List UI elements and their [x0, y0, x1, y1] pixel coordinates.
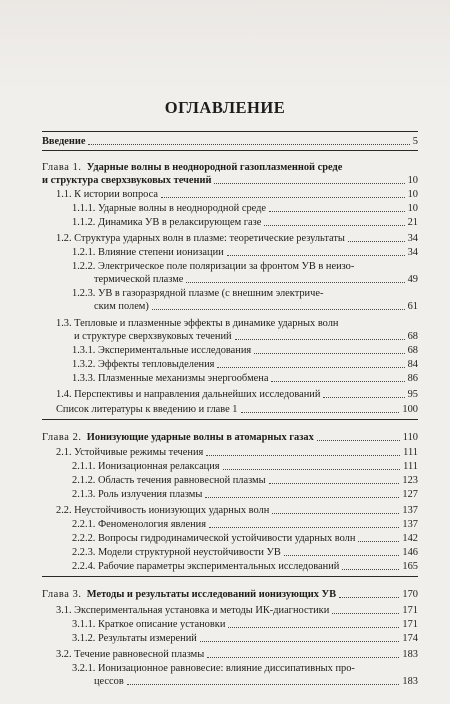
dot-leader: [214, 183, 404, 184]
dot-leader: [264, 225, 404, 226]
dot-leader: [348, 241, 405, 242]
dot-leader: [284, 555, 400, 556]
toc-entry-intro[interactable]: Введение 5: [42, 136, 418, 147]
toc-section-1-3-line2[interactable]: и структуре сверхзвуковых течений 68: [74, 331, 418, 342]
dot-leader: [200, 641, 400, 642]
dot-leader: [342, 569, 399, 570]
dot-leader: [323, 397, 404, 398]
dot-leader: [269, 211, 405, 212]
dot-leader: [161, 197, 405, 198]
dot-leader: [339, 597, 399, 598]
top-rule: [42, 131, 418, 132]
toc-section-2-1-3[interactable]: 2.1.3. Роль излучения плазмы 127: [72, 489, 418, 500]
page-title: ОГЛАВЛЕНИЕ: [164, 98, 286, 117]
toc-section-1-3-3[interactable]: 1.3.3. Плазменные механизмы энергообмена 86: [72, 373, 418, 384]
toc-section-1-3-2[interactable]: 1.3.2. Эффекты тепловыделения 84: [72, 359, 418, 370]
dot-leader: [206, 455, 400, 456]
toc-section-2-2-3[interactable]: 2.2.3. Модели структурной неустойчивости УВ 146: [72, 547, 418, 558]
toc-section-1-4[interactable]: 1.4. Перспективы и направления дальнейших исследований 95: [56, 389, 418, 400]
dot-leader: [207, 657, 399, 658]
dot-leader: [272, 513, 399, 514]
toc-section-1-3-1[interactable]: 1.3.1. Экспериментальные исследования 68: [72, 345, 418, 356]
toc-section-2-1[interactable]: 2.1. Устойчивые режимы течения 111: [56, 447, 418, 458]
toc-section-1-3-line1[interactable]: 1.3. Тепловые и плазменные эффекты в динамике ударных волн: [56, 318, 339, 329]
toc-section-1-1-2[interactable]: 1.1.2. Динамика УВ в релаксирующем газе 21: [72, 217, 418, 228]
chapter-3-separator: [42, 576, 418, 577]
toc-section-1-2[interactable]: 1.2. Структура ударных волн в плазме: теоретические результаты 34: [56, 233, 418, 244]
toc-section-2-1-2[interactable]: 2.1.2. Область течения равновесной плазмы 123: [72, 475, 418, 486]
toc-section-3-1[interactable]: 3.1. Экспериментальная установка и методы ИК-диагностики 171: [56, 605, 418, 616]
dot-leader: [209, 527, 399, 528]
toc-references-ch1[interactable]: Список литературы к введению и главе 1 100: [56, 404, 418, 415]
toc-chapter-1-line2[interactable]: и структура сверхзвуковых течений 10: [42, 175, 418, 186]
toc-section-2-2[interactable]: 2.2. Неустойчивость ионизующих ударных волн 137: [56, 505, 418, 516]
toc-section-3-1-2[interactable]: 3.1.2. Результаты измерений 174: [72, 633, 418, 644]
toc-section-2-1-1[interactable]: 2.1.1. Ионизационная релаксация 111: [72, 461, 418, 472]
toc-section-2-2-1[interactable]: 2.2.1. Феноменология явления 137: [72, 519, 418, 530]
dot-leader: [223, 469, 401, 470]
toc-chapter-3[interactable]: Глава 3. Методы и результаты исследований ионизующих УВ 170: [42, 589, 418, 600]
previous-page-bleed: [0, 0, 450, 92]
toc-section-1-2-3-line2[interactable]: ским полем) 61: [94, 301, 418, 312]
dot-leader: [228, 627, 399, 628]
dot-leader: [269, 483, 400, 484]
chapter-2-separator: [42, 419, 418, 420]
dot-leader: [127, 684, 400, 685]
dot-leader: [152, 309, 405, 310]
dot-leader: [186, 282, 404, 283]
dot-leader: [227, 255, 405, 256]
toc-section-1-1[interactable]: 1.1. К истории вопроса 10: [56, 189, 418, 200]
dot-leader: [332, 613, 399, 614]
toc-chapter-1-line1[interactable]: Глава 1. Ударные волны в неоднородной газоплазменной среде: [42, 162, 343, 173]
dot-leader: [205, 497, 399, 498]
toc-section-1-2-1[interactable]: 1.2.1. Влияние степени ионизации 34: [72, 247, 418, 258]
dot-leader: [358, 541, 399, 542]
toc-section-1-1-1[interactable]: 1.1.1. Ударные волны в неоднородной среде 10: [72, 203, 418, 214]
intro-underline: [42, 150, 418, 151]
toc-section-3-2[interactable]: 3.2. Течение равновесной плазмы 183: [56, 649, 418, 660]
toc-section-2-2-4[interactable]: 2.2.4. Рабочие параметры экспериментальных исследований 165: [72, 561, 418, 572]
dot-leader: [317, 440, 400, 441]
toc-section-2-2-2[interactable]: 2.2.2. Вопросы гидродинамической устойчивости ударных волн 142: [72, 533, 418, 544]
toc-section-3-2-1-line2[interactable]: цессов 183: [94, 676, 418, 687]
dot-leader: [241, 412, 400, 413]
dot-leader: [271, 381, 404, 382]
toc-section-1-2-2-line1[interactable]: 1.2.2. Электрическое поле поляризации за фронтом УВ в неизо-: [72, 261, 355, 272]
dot-leader: [88, 144, 409, 145]
toc-chapter-2[interactable]: Глава 2. Ионизующие ударные волны в атомарных газах 110: [42, 432, 418, 443]
dot-leader: [254, 353, 404, 354]
dot-leader: [235, 339, 405, 340]
dot-leader: [217, 367, 404, 368]
toc-section-1-2-2-line2[interactable]: термической плазме 49: [94, 274, 418, 285]
toc-section-3-2-1-line1[interactable]: 3.2.1. Ионизационное равновесие: влияние диссипативных про-: [72, 663, 355, 674]
toc-section-1-2-3-line1[interactable]: 1.2.3. УВ в газоразрядной плазме (с внешним электриче-: [72, 288, 324, 299]
toc-section-3-1-1[interactable]: 3.1.1. Краткое описание установки 171: [72, 619, 418, 630]
